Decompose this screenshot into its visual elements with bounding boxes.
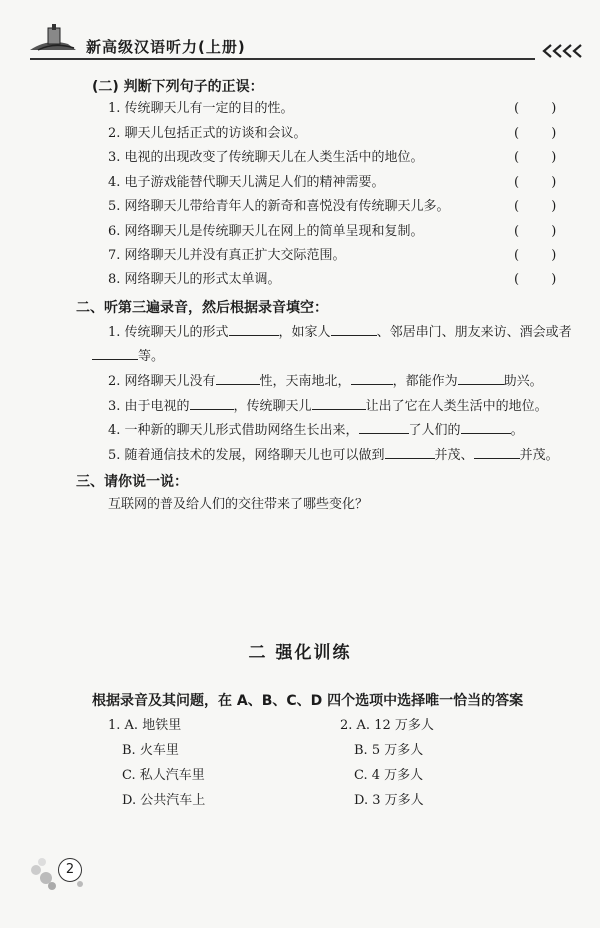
fill-text: 、邻居串门、朋友来访、酒会或者 — [376, 325, 572, 340]
fill-text: 并茂。 — [519, 448, 559, 463]
answer-paren[interactable]: ( ) — [514, 150, 571, 165]
q1-option-d[interactable]: D. 公共汽车上 — [122, 793, 206, 808]
fill-item-3 — [108, 397, 548, 415]
speak-section-title: 三、请你说一说： — [76, 474, 188, 490]
fill-text: ，都能作为 — [392, 374, 458, 389]
fill-text: 2. 网络聊天儿没有 — [108, 374, 216, 389]
fill-item-1-line-1 — [108, 323, 572, 341]
q1-option-c[interactable]: C. 私人汽车里 — [122, 768, 205, 783]
judge-item-5: 5. 网络聊天儿带给青年人的新奇和喜悦没有传统聊天儿多。 — [108, 199, 450, 214]
part-two-instruction: 根据录音及其问题，在 A、B、C、D 四个选项中选择唯一恰当的答案 — [92, 693, 524, 709]
judge-item-6: 6. 网络聊天儿是传统聊天儿在网上的简单呈现和复制。 — [108, 224, 424, 239]
speak-question: 互联网的普及给人们的交往带来了哪些变化？ — [108, 497, 369, 512]
judge-item-1: 1. 传统聊天儿有一定的目的性。 — [108, 101, 294, 116]
answer-paren[interactable]: ( ) — [514, 199, 571, 214]
fill-text: 让出了它在人类生活中的地位。 — [365, 399, 548, 414]
answer-blank[interactable] — [458, 372, 504, 385]
answer-blank[interactable] — [312, 397, 366, 410]
answer-blank[interactable] — [92, 347, 138, 360]
q2-option-a[interactable]: 2. A. 12 万多人 — [340, 718, 434, 733]
answer-blank[interactable] — [190, 397, 234, 410]
book-logo-icon — [28, 24, 80, 54]
fill-text: ，如家人 — [278, 325, 331, 340]
page-number: 2 — [58, 858, 82, 882]
answer-blank[interactable] — [461, 421, 511, 434]
fill-text: 助兴。 — [503, 374, 543, 389]
part-two-title: 二 强化训练 — [248, 643, 352, 663]
q2-option-d[interactable]: D. 3 万多人 — [354, 793, 424, 808]
answer-paren[interactable]: ( ) — [514, 248, 571, 263]
judge-item-4: 4. 电子游戏能替代聊天儿满足人们的精神需要。 — [108, 175, 385, 190]
fill-text: 了人们的 — [408, 423, 461, 438]
fill-item-4 — [108, 421, 524, 439]
chevrons-left-icon — [541, 44, 587, 58]
fill-text: 4. 一种新的聊天儿形式借助网络生长出来， — [108, 423, 359, 438]
book-title: 新高级汉语听力(上册) — [86, 38, 246, 56]
q2-option-c[interactable]: C. 4 万多人 — [354, 768, 424, 783]
answer-blank[interactable] — [385, 446, 435, 459]
answer-blank[interactable] — [359, 421, 409, 434]
q1-option-a[interactable]: 1. A. 地铁里 — [108, 718, 182, 733]
fill-text: 等。 — [138, 349, 165, 364]
judge-item-8: 8. 网络聊天儿的形式太单调。 — [108, 272, 281, 287]
answer-blank[interactable] — [216, 372, 260, 385]
answer-paren[interactable]: ( ) — [514, 126, 571, 141]
fill-text: 并茂、 — [434, 448, 474, 463]
answer-blank[interactable] — [351, 372, 393, 385]
answer-paren[interactable]: ( ) — [514, 272, 571, 287]
fill-text: 3. 由于电视的 — [108, 399, 190, 414]
q1-option-b[interactable]: B. 火车里 — [122, 743, 179, 758]
header-rule — [30, 58, 535, 60]
answer-paren[interactable]: ( ) — [514, 224, 571, 239]
judge-section-title: (二) 判断下列句子的正误： — [92, 79, 264, 95]
fill-item-5 — [108, 446, 559, 464]
fill-item-2 — [108, 372, 543, 390]
fill-item-1-line-2 — [92, 347, 164, 365]
fill-text: 性，天南地北， — [259, 374, 351, 389]
judge-item-7: 7. 网络聊天儿并没有真正扩大交际范围。 — [108, 248, 346, 263]
q2-option-b[interactable]: B. 5 万多人 — [354, 743, 424, 758]
fill-text: 。 — [510, 423, 524, 438]
answer-paren[interactable]: ( ) — [514, 175, 571, 190]
answer-blank[interactable] — [229, 323, 279, 336]
answer-blank[interactable] — [474, 446, 520, 459]
fill-section-title: 二、听第三遍录音，然后根据录音填空： — [76, 300, 328, 316]
fill-text: 5. 随着通信技术的发展，网络聊天儿也可以做到 — [108, 448, 385, 463]
judge-item-3: 3. 电视的出现改变了传统聊天儿在人类生活中的地位。 — [108, 150, 424, 165]
page-header — [0, 0, 600, 62]
judge-item-2: 2. 聊天儿包括正式的访谈和会议。 — [108, 126, 307, 141]
answer-paren[interactable]: ( ) — [514, 101, 571, 116]
fill-text: 1. 传统聊天儿的形式 — [108, 325, 229, 340]
answer-blank[interactable] — [331, 323, 377, 336]
fill-text: ，传统聊天儿 — [233, 399, 312, 414]
